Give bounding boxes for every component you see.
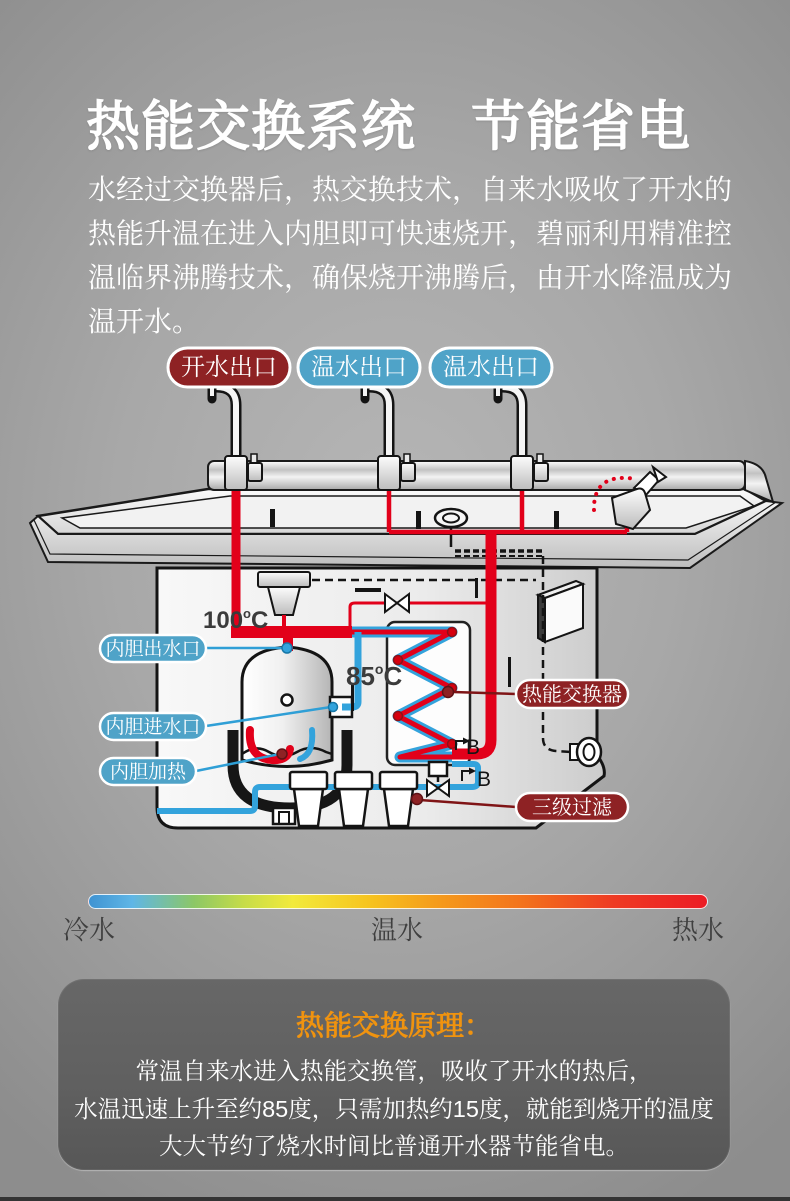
svg-text:热能交换器: 热能交换器 [522, 684, 622, 706]
filter-cartridges [290, 772, 417, 826]
intro-paragraph [88, 168, 733, 344]
outlet-pill-boiling [168, 348, 290, 387]
intro-line: 温开水。 [88, 306, 201, 337]
scale-label-cold: 冷水 [63, 915, 116, 945]
svg-text:内胆出水口: 内胆出水口 [105, 639, 201, 660]
principle-line: 水温迅速上升至约85度，只需加热约15度，就能到烧开的温度 [74, 1095, 714, 1122]
outlet-pill-warm-2 [430, 348, 552, 387]
svg-text:内胆加热: 内胆加热 [109, 762, 187, 783]
scale-label-hot: 热水 [672, 915, 725, 945]
label-pill-tank-inlet [100, 713, 206, 740]
outlet-pill-warm-1 [298, 348, 420, 387]
label-pill-filters [516, 793, 628, 821]
bottom-edge-strip [0, 1197, 790, 1201]
intro-line: 温临界沸腾技术，确保烧开沸腾后，由开水降温成为 [88, 262, 733, 293]
svg-text:温水出口: 温水出口 [443, 354, 539, 381]
principle-line: 常温自来水进入热能交换管，吸收了开水的热后， [135, 1058, 653, 1084]
tank-port [282, 695, 293, 706]
svg-text:B: B [477, 768, 492, 791]
preheat-temp-label: 85$^o$C [346, 661, 403, 691]
label-pill-tank-heater [100, 758, 196, 785]
principle-line: 大大节约了烧水时间比普通开水器节能省电。 [159, 1133, 629, 1159]
label-pill-tank-outlet [100, 635, 206, 662]
sink-slot [554, 511, 559, 529]
intro-line: 热能升温在进入内胆即可快速烧开，碧丽利用精准控 [88, 218, 733, 249]
sink-slot [416, 511, 421, 529]
scale-label-warm: 温水 [371, 915, 424, 945]
boiling-temp-label: 100$^o$C [203, 606, 269, 634]
svg-text:内胆进水口: 内胆进水口 [105, 717, 201, 738]
svg-text:开水出口: 开水出口 [181, 354, 277, 381]
sink-slot [270, 509, 275, 527]
tick-mark [508, 657, 511, 687]
principle-title: 热能交换原理： [295, 1010, 492, 1041]
intro-line: 水经过交换器后，热交换技术，自来水吸收了开水的 [88, 174, 733, 205]
svg-text:温水出口: 温水出口 [311, 354, 407, 381]
heat-exchange-schematic [0, 330, 790, 870]
principle-panel [58, 979, 730, 1170]
svg-text:三级过滤: 三级过滤 [532, 797, 612, 819]
label-pill-heat-exchanger [516, 680, 628, 708]
temperature-gradient-bar [88, 894, 708, 909]
principle-text [58, 1053, 730, 1166]
page-title: 热能交换系统 节能省电 [86, 97, 691, 157]
tank-foot [273, 808, 295, 824]
svg-text:B: B [466, 736, 481, 759]
tick-mark [355, 588, 381, 592]
